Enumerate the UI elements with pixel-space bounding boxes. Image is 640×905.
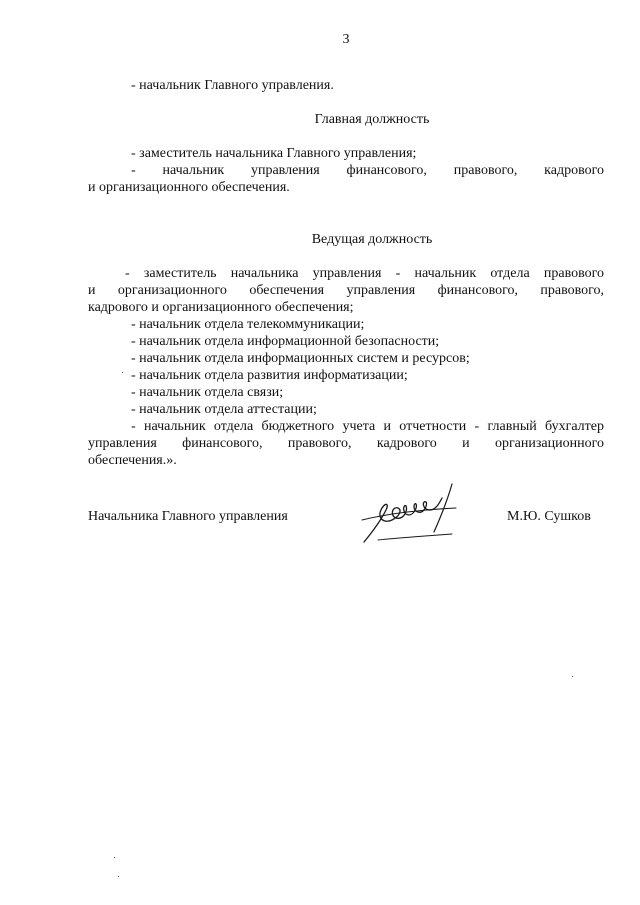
signature-title: Начальника Главного управления bbox=[88, 509, 288, 524]
section-heading-main: Главная должность bbox=[314, 112, 430, 127]
list-item: - начальник отдела аттестации; bbox=[131, 402, 317, 417]
list-item: - начальник отдела информационных систем и ресурсов; bbox=[131, 351, 470, 366]
scan-speck bbox=[572, 676, 573, 677]
list-item-long-rest: кадрового и организационного обеспечения; bbox=[88, 300, 354, 315]
list-item-long: - заместитель начальника управления - начальник отдела правового bbox=[125, 266, 604, 281]
list-item: - начальник отдела связи; bbox=[131, 385, 284, 400]
signature-name: М.Ю. Сушков bbox=[507, 509, 591, 524]
list-item-long-rest: и организационного обеспечения. bbox=[88, 180, 290, 195]
list-item: - начальник отдела развития информатизации; bbox=[131, 368, 408, 383]
list-item-long: - начальник управления финансового, правового, кадрового bbox=[131, 163, 604, 178]
handwritten-signature bbox=[356, 480, 466, 550]
top-item: - начальник Главного управления. bbox=[131, 78, 334, 93]
list-item-long-rest: обеспечения.». bbox=[88, 453, 177, 468]
list-item-long-cont: управления финансового, правового, кадрового и организационного bbox=[88, 436, 604, 451]
list-item: - начальник отдела телекоммуникации; bbox=[131, 317, 365, 332]
page-number: 3 bbox=[342, 32, 350, 47]
scan-speck bbox=[122, 372, 123, 373]
scan-speck bbox=[118, 876, 119, 877]
list-item: - заместитель начальника Главного управления; bbox=[131, 146, 417, 161]
list-item-long-cont: и организационного обеспечения управления финансового, правового, bbox=[88, 283, 604, 298]
list-item: - начальник отдела информационной безопасности; bbox=[131, 334, 440, 349]
scan-speck bbox=[114, 857, 115, 858]
section-heading-lead: Ведущая должность bbox=[311, 232, 433, 247]
list-item-long: - начальник отдела бюджетного учета и отчетности - главный бухгалтер bbox=[131, 419, 604, 434]
